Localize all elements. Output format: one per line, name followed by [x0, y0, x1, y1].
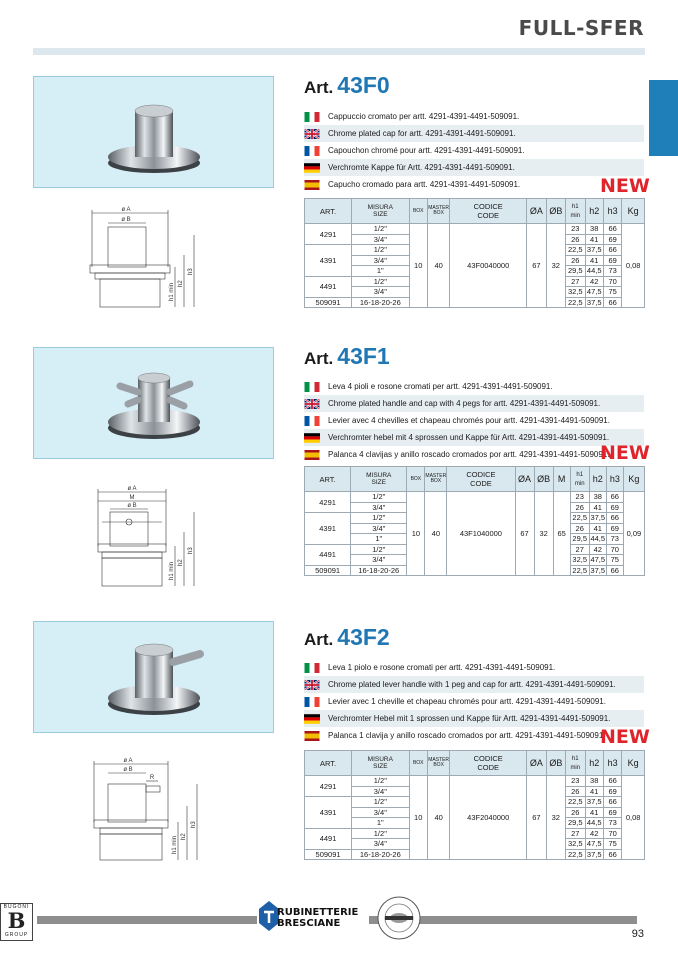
- art-cell: 509091: [305, 297, 352, 308]
- a-cell: 67: [515, 492, 534, 576]
- description-text: Levier avec 4 chevilles et chapeau chromés pour artt. 4291-4391-4491-509091.: [328, 416, 610, 425]
- dim-h2-label: h2: [181, 833, 187, 840]
- header-b: ØB: [534, 467, 553, 492]
- table-row: [305, 224, 645, 235]
- description-en: [304, 395, 644, 412]
- description-de: [304, 159, 644, 176]
- master-box-cell: 40: [427, 776, 449, 860]
- table-row: 4391 1/2" 22,5 37,5 66: [305, 797, 645, 808]
- header-master-box: MASTER BOX: [427, 199, 449, 224]
- b-cell: 32: [534, 492, 553, 576]
- description-text: Chrome plated lever handle with 1 peg and cap for artt. 4291-4391-4491-509091.: [328, 680, 616, 689]
- uk-flag-icon: [304, 399, 320, 409]
- table-row: 1" 29,5 44,5 73: [305, 534, 645, 545]
- art-cell: 4291: [305, 776, 352, 797]
- header-h1: h1 min: [566, 199, 585, 224]
- art-cell: 509091: [305, 849, 352, 860]
- header-h3: h3: [603, 199, 621, 224]
- header-a: ØA: [527, 751, 546, 776]
- size-cell: 1/2": [352, 776, 409, 787]
- header-h2: h2: [589, 467, 606, 492]
- header-m: M: [553, 467, 570, 492]
- dim-b-label: ø B: [123, 767, 133, 773]
- section-tab: [649, 80, 678, 156]
- italy-flag-icon: [304, 382, 320, 392]
- dim-a-label: ø A: [121, 207, 131, 213]
- header-kg: Kg: [623, 467, 644, 492]
- code-cell: 43F2040000: [450, 776, 527, 860]
- header-box: BOX: [409, 199, 427, 224]
- table-row: 4391 1/2" 22,5 37,5 66: [305, 245, 645, 256]
- table-row: 1" 29,5 44,5 73: [305, 266, 645, 277]
- product-photo: [33, 347, 274, 459]
- art-cell: 4491: [305, 276, 352, 297]
- header-kg: Kg: [622, 751, 645, 776]
- table-row: [305, 776, 645, 787]
- page-number: 93: [631, 928, 644, 940]
- description-fr: [304, 412, 644, 429]
- article-code: 43F0: [337, 72, 390, 98]
- article-title: [304, 343, 390, 370]
- header-code: CODICE CODE: [447, 467, 515, 492]
- dim-h1-label: h1 min: [172, 835, 178, 854]
- header-box: BOX: [409, 751, 427, 776]
- size-cell: 1/2": [352, 224, 409, 235]
- dim-h3-label: h3: [191, 821, 197, 828]
- spain-flag-icon: [304, 450, 320, 460]
- dim-h1-label: h1 min: [169, 282, 175, 301]
- dim-h2-label: h2: [178, 280, 184, 287]
- table-row: 3/4" 32,5 47,5 75: [305, 839, 645, 850]
- description-es: [304, 727, 644, 744]
- italy-flag-icon: [304, 663, 320, 673]
- table-row: 3/4" 32,5 47,5 75: [305, 555, 645, 566]
- description-text: Verchromter Hebel mit 1 sprossen und Kappe für Artt. 4291-4391-4491-509091.: [328, 714, 611, 723]
- h2-cell: 38: [585, 776, 603, 787]
- group-logo-letter: B: [7, 908, 26, 933]
- header-code: CODICE CODE: [450, 199, 527, 224]
- spec-table: [304, 198, 645, 308]
- header-rule: [33, 48, 645, 55]
- spain-flag-icon: [304, 731, 320, 741]
- header-size: MISURA SIZE: [352, 199, 409, 224]
- description-text: Palanca 1 clavija y anillo roscado cromados por artt. 4291-4391-4491-509091.: [328, 731, 606, 740]
- art-cell: 4291: [305, 492, 351, 513]
- france-flag-icon: [304, 146, 320, 156]
- description-fr: [304, 142, 644, 159]
- table-row: 509091 16-18-20-26 22,5 37,5 66: [305, 565, 645, 576]
- b-cell: 32: [546, 776, 565, 860]
- description-it: [304, 659, 644, 676]
- article-title: [304, 624, 390, 651]
- header-size: MISURA SIZE: [351, 467, 407, 492]
- article-prefix: Art.: [304, 630, 334, 649]
- group-logo: [0, 903, 33, 941]
- new-badge: NEW: [600, 726, 650, 748]
- dim-m-label: M: [129, 495, 135, 501]
- box-cell: 10: [409, 224, 427, 308]
- box-cell: 10: [409, 776, 427, 860]
- product-photo: [33, 76, 274, 188]
- spain-flag-icon: [304, 180, 320, 190]
- uk-flag-icon: [304, 129, 320, 139]
- h1-cell: 23: [570, 492, 589, 503]
- dim-h2-label: h2: [178, 559, 184, 566]
- article-title: [304, 72, 390, 99]
- header-a: ØA: [527, 199, 546, 224]
- italy-flag-icon: [304, 112, 320, 122]
- size-cell: 1/2": [351, 492, 407, 503]
- description-text: Palanca 4 clavijas y anillo roscado cromados por artt. 4291-4391-4491-509091.: [328, 450, 610, 459]
- spec-table: [304, 750, 645, 860]
- description-de: [304, 429, 644, 446]
- company-name-line1: RUBINETTERIE: [277, 907, 359, 918]
- kg-cell: 0,09: [623, 492, 644, 576]
- table-row: 4491 1/2" 27 42 70: [305, 828, 645, 839]
- art-cell: 509091: [305, 565, 351, 576]
- table-row: 3/4" 26 41 69: [305, 255, 645, 266]
- h2-cell: 38: [585, 224, 603, 235]
- description-text: Leva 1 piolo e rosone cromati per artt. 4291-4391-4491-509091.: [328, 663, 556, 672]
- description-en: [304, 676, 644, 693]
- table-row: 509091 16-18-20-26 22,5 37,5 66: [305, 849, 645, 860]
- h3-cell: 66: [603, 776, 621, 787]
- new-badge: NEW: [600, 175, 650, 197]
- table-row: 3/4" 26 41 69: [305, 234, 645, 245]
- table-row: [305, 492, 645, 503]
- art-cell: 4391: [305, 245, 352, 277]
- table-row: 3/4" 26 41 69: [305, 502, 645, 513]
- header-a: ØA: [515, 467, 534, 492]
- table-row: 1" 29,5 44,5 73: [305, 818, 645, 829]
- master-box-cell: 40: [425, 492, 447, 576]
- dim-a-label: ø A: [123, 758, 133, 764]
- germany-flag-icon: [304, 714, 320, 724]
- description-es: [304, 176, 644, 193]
- header-h3: h3: [603, 751, 621, 776]
- h1-cell: 23: [566, 776, 585, 787]
- dim-a-label: ø A: [127, 486, 137, 492]
- new-badge: NEW: [600, 442, 650, 464]
- kg-cell: 0,08: [622, 224, 645, 308]
- brand-title: FULL-SFER: [518, 16, 644, 40]
- m-cell: 65: [553, 492, 570, 576]
- spec-table: [304, 466, 645, 576]
- description-text: Verchromter hebel mit 4 sprossen und Kappe für Artt. 4291-4391-4491-509091.: [328, 433, 610, 442]
- header-size: MISURA SIZE: [352, 751, 409, 776]
- dim-h3-label: h3: [188, 547, 194, 554]
- header-h1: h1 min: [566, 751, 585, 776]
- france-flag-icon: [304, 416, 320, 426]
- table-row: 3/4" 26 41 69: [305, 786, 645, 797]
- header-b: ØB: [546, 751, 565, 776]
- art-cell: 4491: [305, 544, 351, 565]
- art-cell: 4391: [305, 797, 352, 829]
- art-cell: 4391: [305, 513, 351, 545]
- dim-h1-label: h1 min: [169, 561, 175, 580]
- description-de: [304, 710, 644, 727]
- h3-cell: 66: [606, 492, 623, 503]
- a-cell: 67: [527, 224, 546, 308]
- description-es: [304, 446, 644, 463]
- dim-b-label: ø B: [121, 217, 131, 223]
- header-box: BOX: [407, 467, 425, 492]
- faucet-logo-icon: [259, 901, 279, 931]
- header-master-box: MASTER BOX: [427, 751, 449, 776]
- table-row: 4491 1/2" 27 42 70: [305, 544, 645, 555]
- uk-flag-icon: [304, 680, 320, 690]
- dim-r-label: R: [149, 775, 155, 781]
- dim-h3-label: h3: [188, 268, 194, 275]
- table-row: 4391 1/2" 22,5 37,5 66: [305, 513, 645, 524]
- description-text: Chrome plated handle and cap with 4 pegs for artt. 4291-4391-4491-509091.: [328, 399, 601, 408]
- certification-seal-icon: [377, 896, 421, 940]
- technical-drawing: [80, 756, 225, 866]
- description-en: [304, 125, 644, 142]
- description-text: Cappuccio cromato per artt. 4291-4391-4491-509091.: [328, 112, 520, 121]
- header-art: ART.: [305, 199, 352, 224]
- table-row: 509091 16-18-20-26 22,5 37,5 66: [305, 297, 645, 308]
- technical-drawing: [80, 205, 225, 315]
- header-art: ART.: [305, 467, 351, 492]
- france-flag-icon: [304, 697, 320, 707]
- description-list: [304, 378, 644, 463]
- header-kg: Kg: [622, 199, 645, 224]
- technical-drawing: [80, 484, 225, 594]
- h3-cell: 66: [603, 224, 621, 235]
- germany-flag-icon: [304, 163, 320, 173]
- description-text: Capouchon chromé pour artt. 4291-4391-4491-509091.: [328, 146, 525, 155]
- header-b: ØB: [546, 199, 565, 224]
- group-logo-bottom: GROUP: [4, 932, 29, 938]
- company-name: [277, 907, 358, 929]
- table-row: 3/4" 32,5 47,5 75: [305, 287, 645, 298]
- header-h2: h2: [585, 751, 603, 776]
- box-cell: 10: [407, 492, 425, 576]
- table-row: 3/4" 26 41 69: [305, 807, 645, 818]
- code-cell: 43F1040000: [447, 492, 515, 576]
- header-h3: h3: [606, 467, 623, 492]
- b-cell: 32: [546, 224, 565, 308]
- description-text: Capucho cromado para artt. 4291-4391-4491-509091.: [328, 180, 521, 189]
- germany-flag-icon: [304, 433, 320, 443]
- description-it: [304, 378, 644, 395]
- description-text: Chrome plated cap for artt. 4291-4391-4491-509091.: [328, 129, 516, 138]
- description-list: [304, 659, 644, 744]
- product-photo: [33, 621, 274, 733]
- header-master-box: MASTER BOX: [425, 467, 447, 492]
- description-text: Leva 4 pioli e rosone cromati per artt. 4291-4391-4491-509091.: [328, 382, 553, 391]
- description-it: [304, 108, 644, 125]
- master-box-cell: 40: [427, 224, 449, 308]
- header-code: CODICE CODE: [450, 751, 527, 776]
- company-name-line2: BRESCIANE: [277, 918, 341, 929]
- h1-cell: 23: [566, 224, 585, 235]
- article-prefix: Art.: [304, 349, 334, 368]
- a-cell: 67: [527, 776, 546, 860]
- h2-cell: 38: [589, 492, 606, 503]
- article-prefix: Art.: [304, 78, 334, 97]
- art-cell: 4491: [305, 828, 352, 849]
- group-logo-top: BUGONI: [3, 904, 30, 910]
- description-list: [304, 108, 644, 193]
- table-row: 4491 1/2" 27 42 70: [305, 276, 645, 287]
- description-fr: [304, 693, 644, 710]
- table-row: 3/4" 26 41 69: [305, 523, 645, 534]
- art-cell: 4291: [305, 224, 352, 245]
- dim-b-label: ø B: [127, 503, 137, 509]
- header-art: ART.: [305, 751, 352, 776]
- article-code: 43F1: [337, 343, 390, 369]
- article-code: 43F2: [337, 624, 390, 650]
- header-h2: h2: [585, 199, 603, 224]
- header-h1: h1 min: [570, 467, 589, 492]
- kg-cell: 0,08: [622, 776, 645, 860]
- description-text: Levier avec 1 cheville et chapeau chromés pour artt. 4291-4391-4491-509091.: [328, 697, 606, 706]
- description-text: Verchromte Kappe für Artt. 4291-4391-4491-509091.: [328, 163, 515, 172]
- code-cell: 43F0040000: [450, 224, 527, 308]
